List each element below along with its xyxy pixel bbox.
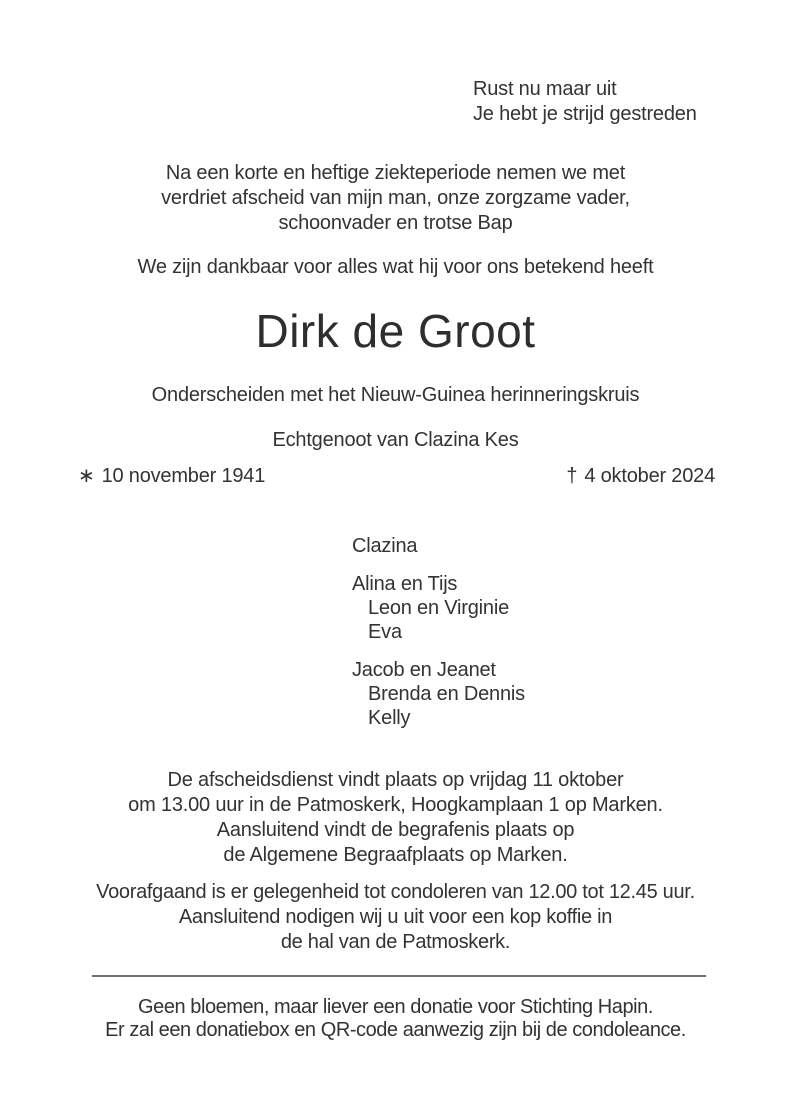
intro-paragraph [0,161,791,236]
intro-line: verdriet afscheid van mijn man, onze zorgzame vader, [161,187,630,209]
condolence-line: Voorafgaand is er gelegenheid tot condoleren van 12.00 tot 12.45 uur. [96,881,695,903]
service-line: Aansluitend vindt de begrafenis plaats op [216,819,575,841]
intro-line: schoonvader en trotse Bap [278,212,513,234]
death-symbol: † [566,465,578,487]
service-line: De afscheidsdienst vindt plaats op vrijdag 11 oktober [167,769,624,791]
epitaph-line: Rust nu maar uit [473,78,617,100]
divider-line [92,975,706,977]
family-list [352,534,525,730]
birth-date-text: 10 november 1941 [101,465,266,487]
epitaph-verse [473,77,697,127]
service-line: de Algemene Begraafplaats op Marken. [223,844,568,866]
donation-line: Geen bloemen, maar liever een donatie voor Stichting Hapin. [138,996,653,1018]
donation-paragraph [0,996,791,1042]
birth-date [78,464,265,489]
deceased-name: Dirk de Groot [255,305,536,357]
condolence-paragraph [0,880,791,955]
epitaph-line: Je hebt je strijd gestreden [473,103,697,125]
dates-row [0,464,791,489]
birth-symbol: ∗ [78,465,95,487]
intro-line: Na een korte en heftige ziekteperiode nemen we met [165,162,626,184]
donation-line: Er zal een donatiebox en QR-code aanwezig zijn bij de condoleance. [105,1019,686,1041]
death-date-text: 4 oktober 2024 [584,465,715,487]
service-line: om 13.00 uur in de Patmoskerk, Hoogkamplaan 1 op Marken. [128,794,663,816]
death-date [566,464,715,489]
family-member: Kelly [368,707,411,729]
family-member: Brenda en Dennis [368,683,525,705]
family-member: Alina en Tijs [352,573,458,595]
condolence-line: de hal van de Patmoskerk. [280,931,511,953]
spouse-line: Echtgenoot van Clazina Kes [272,429,519,451]
family-member: Leon en Virginie [368,597,509,619]
gratitude-line: We zijn dankbaar voor alles wat hij voor ons betekend heeft [137,256,654,278]
honor-line: Onderscheiden met het Nieuw-Guinea herinneringskruis [151,384,640,406]
family-member: Jacob en Jeanet [352,659,496,681]
service-paragraph [0,768,791,868]
family-member: Clazina [352,535,418,557]
condolence-line: Aansluitend nodigen wij u uit voor een kop koffie in [178,906,613,928]
family-member: Eva [368,621,402,643]
